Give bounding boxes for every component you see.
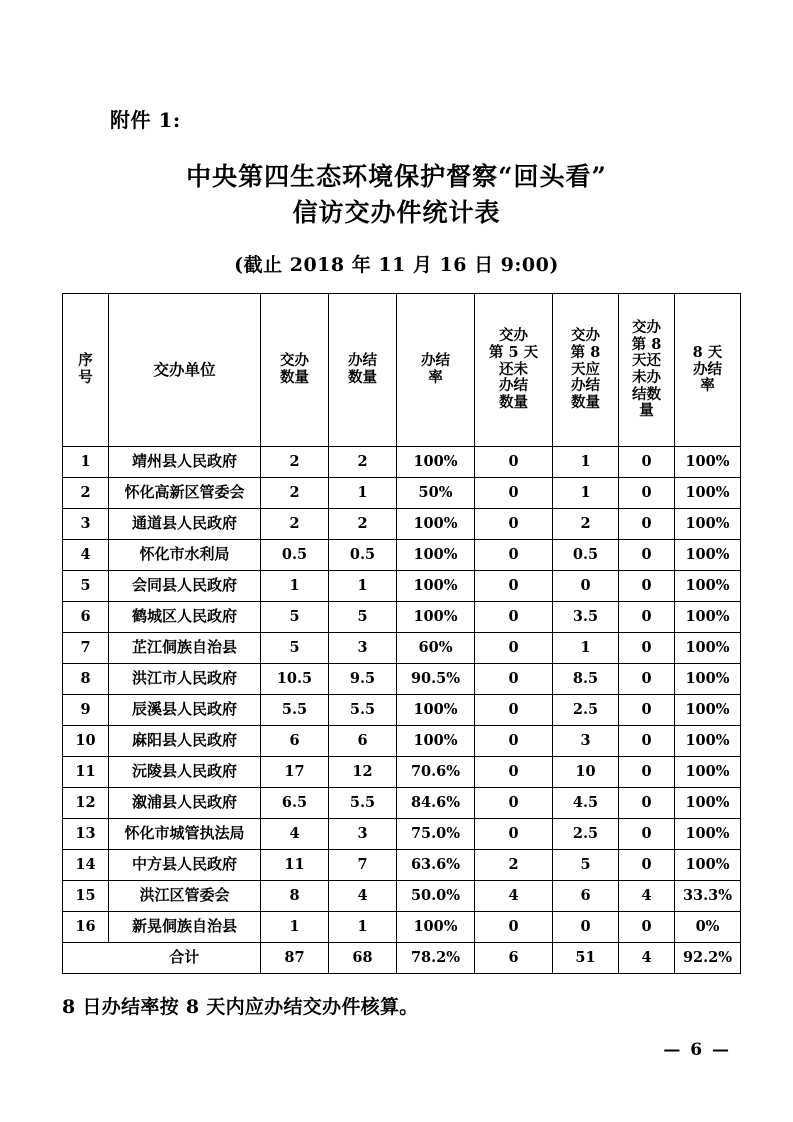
cell-index: 7 [63,633,109,664]
cell-day5-unfinished: 0 [475,571,553,602]
cell-day5-unfinished: 0 [475,478,553,509]
table-row [63,850,741,881]
cell-done: 2 [329,509,397,540]
cell-day8-due: 3.5 [553,602,619,633]
cell-unit: 芷江侗族自治县 [109,633,261,664]
cell-day8-rate: 100% [675,664,741,695]
cell-rate: 50% [397,478,475,509]
cell-day8-rate: 33.3% [675,881,741,912]
column-header-day8-due: 交办 第 8 天应 办结 数量 [553,294,619,447]
table-row [63,819,741,850]
cell-done: 5 [329,602,397,633]
cell-index: 8 [63,664,109,695]
cell-day5-unfinished: 0 [475,695,553,726]
column-header-done: 办结 数量 [329,294,397,447]
cell-done: 7 [329,850,397,881]
cell-day8-unfinished: 0 [619,633,675,664]
cell-day5-unfinished: 2 [475,850,553,881]
cell-unit: 通道县人民政府 [109,509,261,540]
cell-day8-unfinished: 0 [619,509,675,540]
cell-unit: 溆浦县人民政府 [109,788,261,819]
column-header-index: 序 号 [63,294,109,447]
cell-day8-unfinished: 0 [619,478,675,509]
cell-unit: 怀化高新区管委会 [109,478,261,509]
cell-rate: 100% [397,447,475,478]
cell-unit: 靖州县人民政府 [109,447,261,478]
cell-done: 3 [329,819,397,850]
cell-rate: 70.6% [397,757,475,788]
cell-day8-due: 1 [553,447,619,478]
cell-rate: 50.0% [397,881,475,912]
cell-assigned: 2 [261,478,329,509]
cell-day8-rate: 100% [675,850,741,881]
cell-day5-unfinished: 0 [475,912,553,943]
cell-assigned: 6 [261,726,329,757]
cell-done: 0.5 [329,540,397,571]
column-header-rate: 办结 率 [397,294,475,447]
cell-rate: 78.2% [397,943,475,974]
cell-day8-due: 0.5 [553,540,619,571]
cell-day5-unfinished: 0 [475,447,553,478]
cell-day8-due: 2 [553,509,619,540]
cell-day5-unfinished: 0 [475,726,553,757]
cell-day8-due: 2.5 [553,695,619,726]
table-row [63,881,741,912]
cell-day8-unfinished: 4 [619,881,675,912]
cell-unit: 沅陵县人民政府 [109,757,261,788]
cell-day8-rate: 100% [675,788,741,819]
cell-day8-rate: 100% [675,819,741,850]
cell-day5-unfinished: 0 [475,633,553,664]
cell-day8-rate: 100% [675,571,741,602]
cell-assigned: 6.5 [261,788,329,819]
table-row [63,571,741,602]
title-subtitle: (截止 2018 年 11 月 16 日 9:00) [234,254,559,276]
table-row [63,788,741,819]
cell-day8-unfinished: 0 [619,819,675,850]
cell-day8-due: 1 [553,478,619,509]
cell-index: 5 [63,571,109,602]
cell-day5-unfinished: 0 [475,664,553,695]
cell-day8-rate: 100% [675,540,741,571]
cell-day8-due: 0 [553,571,619,602]
cell-unit: 洪江区管委会 [109,881,261,912]
cell-unit: 鹤城区人民政府 [109,602,261,633]
cell-day8-unfinished: 0 [619,447,675,478]
cell-day5-unfinished: 6 [475,943,553,974]
cell-index: 3 [63,509,109,540]
page-number: — 6 — [663,1040,731,1060]
statistics-table [62,293,741,974]
table-row [63,757,741,788]
column-header-day8-unfinished: 交办 第 8 天还 未办 结数 量 [619,294,675,447]
cell-day5-unfinished: 0 [475,757,553,788]
cell-day8-due: 5 [553,850,619,881]
cell-day8-rate: 100% [675,447,741,478]
cell-assigned: 4 [261,819,329,850]
cell-day8-rate: 92.2% [675,943,741,974]
page-title [62,159,731,230]
cell-done: 9.5 [329,664,397,695]
table-total-row [63,943,741,974]
cell-done: 4 [329,881,397,912]
cell-assigned: 5 [261,633,329,664]
table-row [63,540,741,571]
table-row [63,509,741,540]
cell-assigned: 87 [261,943,329,974]
table-header-row [63,294,741,447]
cell-total-label: 合计 [109,943,261,974]
cell-day8-unfinished: 0 [619,664,675,695]
cell-assigned: 1 [261,571,329,602]
cell-unit: 麻阳县人民政府 [109,726,261,757]
cell-index: 13 [63,819,109,850]
table-header [63,294,741,447]
cell-done: 12 [329,757,397,788]
cell-index: 15 [63,881,109,912]
cell-day8-rate: 100% [675,633,741,664]
table-row [63,447,741,478]
cell-day5-unfinished: 0 [475,788,553,819]
table-row [63,478,741,509]
cell-unit: 洪江市人民政府 [109,664,261,695]
cell-day8-rate: 100% [675,509,741,540]
cell-index: 12 [63,788,109,819]
cell-day8-unfinished: 0 [619,571,675,602]
cell-day8-unfinished: 0 [619,726,675,757]
cell-day8-due: 6 [553,881,619,912]
cell-day8-unfinished: 0 [619,757,675,788]
cell-rate: 100% [397,509,475,540]
cell-day5-unfinished: 0 [475,602,553,633]
cell-day8-unfinished: 0 [619,912,675,943]
table-row [63,664,741,695]
cell-day8-rate: 100% [675,757,741,788]
cell-day5-unfinished: 4 [475,881,553,912]
cell-rate: 100% [397,912,475,943]
table-row [63,633,741,664]
cell-done: 1 [329,571,397,602]
cell-assigned: 17 [261,757,329,788]
attachment-label: 附件 1: [110,108,181,132]
column-header-day5-unfinished: 交办 第 5 天 还未 办结 数量 [475,294,553,447]
cell-done: 5.5 [329,788,397,819]
cell-assigned: 5.5 [261,695,329,726]
cell-day8-unfinished: 0 [619,540,675,571]
column-header-assigned: 交办 数量 [261,294,329,447]
cell-rate: 60% [397,633,475,664]
cell-rate: 63.6% [397,850,475,881]
cell-done: 2 [329,447,397,478]
column-header-unit: 交办单位 [109,294,261,447]
cell-day8-due: 8.5 [553,664,619,695]
cell-rate: 90.5% [397,664,475,695]
title-line-1: 中央第四生态环境保护督察“回头看” [186,162,607,191]
cell-done: 1 [329,912,397,943]
cell-rate: 100% [397,571,475,602]
cell-rate: 100% [397,695,475,726]
cell-assigned: 1 [261,912,329,943]
cell-day8-rate: 100% [675,726,741,757]
cell-index: 9 [63,695,109,726]
cell-index: 11 [63,757,109,788]
cell-unit: 怀化市水利局 [109,540,261,571]
cell-day8-due: 51 [553,943,619,974]
cell-day5-unfinished: 0 [475,540,553,571]
cell-day8-unfinished: 0 [619,850,675,881]
cell-day8-due: 2.5 [553,819,619,850]
cell-done: 68 [329,943,397,974]
table-body [63,447,741,974]
cell-day8-rate: 100% [675,695,741,726]
table-row [63,912,741,943]
cell-day8-unfinished: 0 [619,695,675,726]
cell-day8-due: 4.5 [553,788,619,819]
cell-day5-unfinished: 0 [475,819,553,850]
cell-unit: 新晃侗族自治县 [109,912,261,943]
cell-index: 14 [63,850,109,881]
cell-assigned: 8 [261,881,329,912]
footnote: 8 日办结率按 8 天内应办结交办件核算。 [62,996,419,1018]
cell-index: 1 [63,447,109,478]
cell-index: 16 [63,912,109,943]
cell-rate: 75.0% [397,819,475,850]
cell-index: 10 [63,726,109,757]
cell-assigned: 0.5 [261,540,329,571]
cell-day8-due: 1 [553,633,619,664]
cell-index: 6 [63,602,109,633]
cell-unit: 辰溪县人民政府 [109,695,261,726]
cell-unit: 中方县人民政府 [109,850,261,881]
column-header-day8-rate: 8 天 办结 率 [675,294,741,447]
cell-rate: 100% [397,726,475,757]
cell-done: 5.5 [329,695,397,726]
cell-assigned: 11 [261,850,329,881]
cell-assigned: 2 [261,447,329,478]
cell-day8-due: 0 [553,912,619,943]
table-row [63,726,741,757]
title-line-2: 信访交办件统计表 [292,197,501,227]
cell-day8-rate: 100% [675,602,741,633]
cell-assigned: 2 [261,509,329,540]
cell-day8-due: 3 [553,726,619,757]
cell-rate: 100% [397,540,475,571]
table-row [63,602,741,633]
cell-unit: 怀化市城管执法局 [109,819,261,850]
cell-rate: 84.6% [397,788,475,819]
cell-rate: 100% [397,602,475,633]
cell-done: 3 [329,633,397,664]
cell-day5-unfinished: 0 [475,509,553,540]
cell-day8-due: 10 [553,757,619,788]
cell-day8-rate: 100% [675,478,741,509]
cell-index: 4 [63,540,109,571]
cell-unit: 会同县人民政府 [109,571,261,602]
cell-done: 6 [329,726,397,757]
cell-day8-rate: 0% [675,912,741,943]
table-row [63,695,741,726]
cell-day8-unfinished: 4 [619,943,675,974]
cell-day8-unfinished: 0 [619,788,675,819]
cell-assigned: 5 [261,602,329,633]
cell-assigned: 10.5 [261,664,329,695]
cell-index: 2 [63,478,109,509]
cell-done: 1 [329,478,397,509]
cell-index [63,943,109,974]
cell-day8-unfinished: 0 [619,602,675,633]
